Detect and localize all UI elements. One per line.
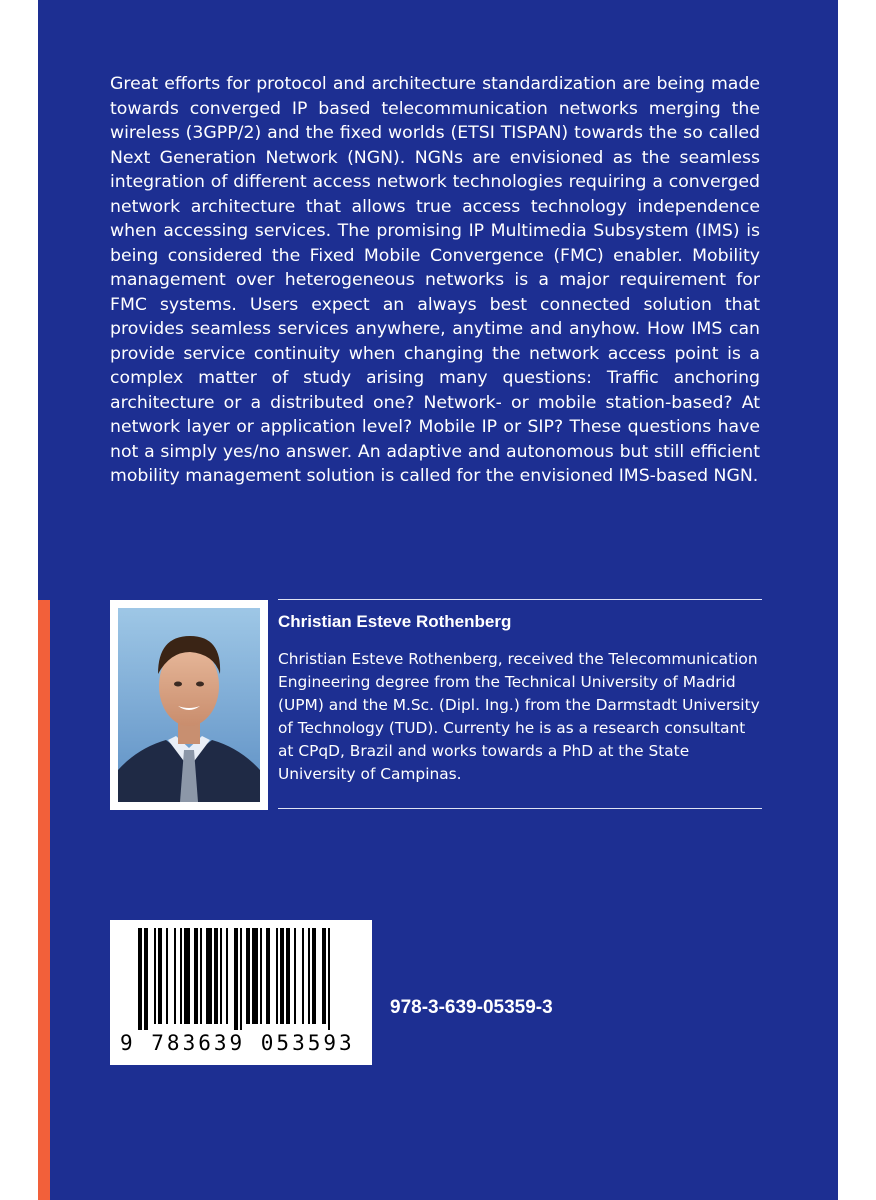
barcode-bar [214, 928, 218, 1024]
isbn-number: 978-3-639-05359-3 [390, 997, 553, 1018]
barcode-bar [286, 928, 290, 1024]
barcode-bar [312, 928, 316, 1024]
barcode-bar [266, 928, 270, 1024]
barcode-digits: 9 783639 053593 [120, 1031, 355, 1055]
barcode-bar [166, 928, 168, 1024]
barcode-bar [180, 928, 182, 1024]
barcode-bar [260, 928, 262, 1024]
barcode-bar [194, 928, 198, 1024]
author-name: Christian Esteve Rothenberg [278, 612, 512, 631]
barcode-bar [200, 928, 202, 1024]
barcode-bar [328, 928, 330, 1030]
barcode-bar [276, 928, 278, 1024]
barcode-bar [206, 928, 212, 1024]
barcode-bar [308, 928, 310, 1024]
author-portrait-icon [118, 608, 260, 802]
barcode-bar [322, 928, 326, 1024]
barcode-bar [138, 928, 142, 1030]
author-rule-bottom [278, 808, 762, 809]
barcode-bar [226, 928, 228, 1024]
barcode-bar [144, 928, 148, 1030]
blurb-text: Great efforts for protocol and architecture standardization are being made towards converged IP based telecommunication networks merging the wireless (3GPP/2) and the fixed worlds (ETSI TISPAN) towards the so called Next Generation Network (NGN). NGNs are envisioned as the seamless integration of different access network technologies requiring a converged network architecture that allows true access technology independence when accessing services. The promising IP Multimedia Subsystem (IMS) is being considered the Fixed Mobile Convergence (FMC) enabler. Mobility management over heterogeneous networks is a major requirement for FMC systems. Users expect an always best connected solution that provides seamless services anywhere, anytime and anyhow. How IMS can provide service continuity when changing the network access point is a complex matter of study arising many questions: Traffic anchoring architecture or a distributed one? Network- or mobile station-based? At network layer or application level? Mobile IP or SIP? These questions have not a simply yes/no answer. An adaptive and autonomous but still efficient mobility management solution is called for the envisioned IMS-based NGN. [110, 74, 760, 486]
barcode-bar [240, 928, 242, 1030]
barcode-bar [234, 928, 238, 1030]
barcode-bar [246, 928, 250, 1024]
barcode [110, 920, 372, 1065]
barcode-bar [294, 928, 296, 1024]
author-rule-top [278, 599, 762, 600]
barcode-bar [252, 928, 258, 1024]
author-photo [110, 600, 268, 810]
barcode-bar [154, 928, 156, 1024]
barcode-bar [280, 928, 284, 1024]
author-bio: Christian Esteve Rothenberg, received the Telecommunication Engineering degree from the Technical University of Madrid (UPM) and the M.Sc. (Dipl. Ing.) from the Darmstadt University of Technology (TUD). Currenty he is as a research consultant at CPqD, Brazil and works towards a PhD at the State University of Campinas. [278, 650, 760, 783]
barcode-bar [158, 928, 162, 1024]
barcode-bar [174, 928, 176, 1024]
barcode-bar [302, 928, 304, 1024]
barcode-bar [220, 928, 222, 1024]
barcode-bar [184, 928, 190, 1024]
accent-stripe [38, 600, 50, 1200]
